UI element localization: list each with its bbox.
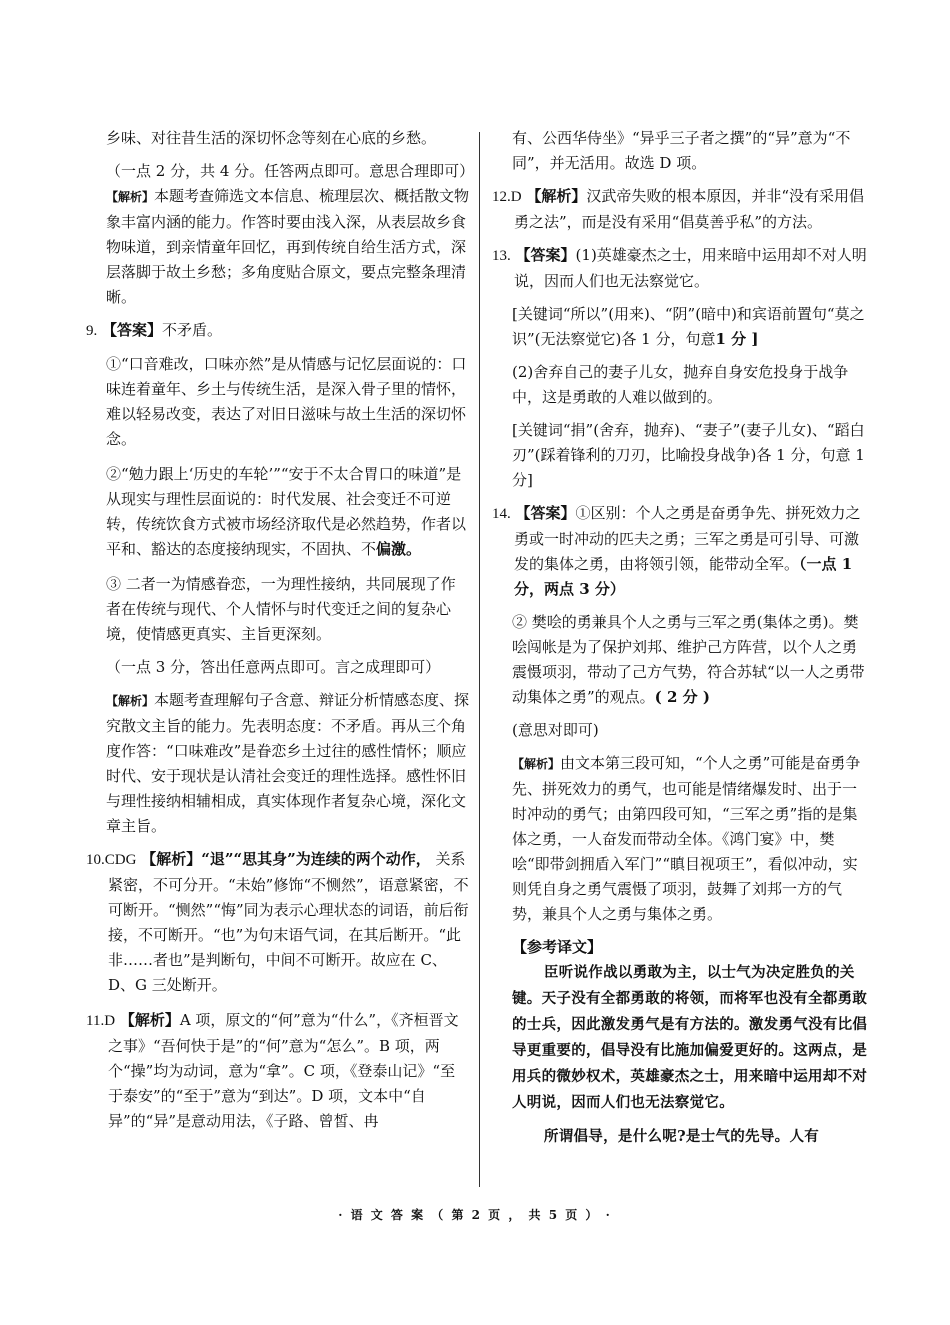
q14-answer-1: ①区别：个人之勇是奋勇争先、拼死效力之勇或一时冲动的匹夫之勇；三军之勇是可引导、可激发的集体之勇，由将领引领，能带动全军。 bbox=[514, 504, 861, 573]
reference-translation-p2: 所谓倡导，是什么呢?是士气的先导。人有 bbox=[543, 1128, 820, 1145]
analysis-tag: 【解析】 bbox=[106, 694, 155, 708]
q14-answer-2-text: ② 樊哙的勇兼具个人之勇与三军之勇(集体之勇)。樊哙闯帐是为了保护刘邦、维护己方阵营，以个人之勇震慑项羽，带动了己方气势，符合苏轼“以一人之勇带动集体之勇”的观点。 bbox=[512, 613, 865, 706]
q8-analysis bbox=[86, 184, 470, 310]
q14-answer bbox=[492, 501, 870, 602]
answer-tag: 【答案】 bbox=[515, 504, 576, 522]
q10-number: 10.CDG bbox=[86, 852, 137, 868]
q9-score-note: （一点 3 分，答出任意两点即可。言之成理即可） bbox=[106, 658, 441, 676]
column-divider bbox=[479, 132, 480, 1187]
q8-continuation: 乡味、对往昔生活的深切怀念等刻在心底的乡愁。 bbox=[106, 129, 437, 147]
q12-analysis-text: 汉武帝失败的根本原因，并非“没有采用倡勇之法”，而是没有采用“倡莫善乎私”的方法。 bbox=[514, 187, 865, 231]
q9-point-2-bold: 偏激。 bbox=[376, 540, 422, 558]
q10-analysis bbox=[86, 847, 470, 998]
q11-analysis bbox=[86, 1008, 470, 1134]
page-footer: · 语 文 答 案 （ 第 2 页 ， 共 5 页 ） · bbox=[338, 1208, 612, 1222]
q8-analysis-text: 本题考查筛选文本信息、梳理层次、概括散文物象丰富内涵的能力。作答时要由浅入深，从表层故乡食物味道，到亲情童年回忆，再到传统自给生活方式，深层落脚于故土乡愁；多角度贴合原文，要点完整条理清晰。 bbox=[106, 187, 470, 306]
q13-keywords-1-bold: 1 分 ] bbox=[715, 330, 759, 348]
analysis-tag: 【解析】 bbox=[526, 187, 587, 205]
reference-translation-title: 【参考译文】 bbox=[512, 938, 603, 956]
q13-keywords-1 bbox=[492, 302, 870, 352]
q14-answer-1-score: （一点 1 分，两点 3 分） bbox=[514, 555, 853, 598]
analysis-tag: 【解析】 bbox=[106, 190, 155, 204]
answer-tag: 【答案】 bbox=[102, 321, 163, 339]
reference-translation-p1: 臣听说作战以勇敢为主，以士气为决定胜负的关键。天子没有全都勇敢的将领，而将军也没有全都勇敢的士兵，因此激发勇气是有方法的。激发勇气没有比倡导更重要的，倡导没有比施加偏爱更好的。这两点，是用兵的微妙权术，英雄豪杰之士，用来暗中运用却不对人明说，因而人们也无法察觉它。 bbox=[512, 964, 868, 1111]
q14-answer-2 bbox=[492, 610, 870, 710]
analysis-tag: 【解析】 bbox=[141, 850, 202, 868]
q13-number: 13. bbox=[492, 248, 511, 264]
q9-point-2 bbox=[86, 462, 470, 562]
q14-number: 14. bbox=[492, 506, 511, 522]
left-column bbox=[86, 126, 475, 1134]
q9-point-2-text: ②“勉力跟上‘历史的车轮’”“安于不太合胃口的味道”是从现实与理性层面说的：时代发展、社会变迁不可逆转，传统饮食方式被市场经济取代是必然趋势，作者以平和、豁达的态度接纳现实，不固执、不 bbox=[106, 465, 467, 558]
q14-analysis bbox=[492, 751, 870, 927]
q9-number: 9. bbox=[86, 323, 98, 339]
q12-number: 12.D bbox=[492, 189, 522, 205]
q9-answer-text: 不矛盾。 bbox=[162, 321, 223, 339]
q12-analysis bbox=[492, 184, 870, 235]
q9-analysis bbox=[86, 688, 470, 839]
q13-keywords-1-text: [关键词“所以”(用来)、“阴”(暗中)和宾语前置句“莫之识”(无法察觉它)各 1 分，句意 bbox=[512, 305, 865, 348]
q13-answer-2: (2)舍弃自己的妻子儿女，抛弃自身安危投身于战争中，这是勇敢的人难以做到的。 bbox=[512, 363, 849, 406]
q11-continuation: 有、公西华侍坐》“异乎三子者之撰”的“异”意为“不同”，并无活用。故选 D 项。 bbox=[512, 129, 851, 172]
q10-analysis-text: 关系紧密，不可分开。“未始”修饰“不恻然”，语意紧密，不可断开。“恻然”“悔”同为表示心理状态的词语，前后衔接，不可断开。“也”为句末语气词，在其后断开。“此非……者也”是判断句，中间不可断开。故应在 C、D、G 三处断开。 bbox=[108, 850, 469, 994]
q9-point-1: ①“口音难改，口味亦然”是从情感与记忆层面说的：口味连着童年、乡土与传统生活，是深入骨子里的情怀，难以轻易改变，表达了对旧日滋味与故土生活的深切怀念。 bbox=[106, 355, 467, 448]
q13-answer-1: (1)英雄豪杰之士，用来暗中运用却不对人明说，因而人们也无法察觉它。 bbox=[514, 246, 867, 290]
q11-analysis-text: A 项，原文的“何”意为“什么”，《齐桓晋文之事》“吾何快于是”的“何”意为“怎么”。B 项，两个“操”均为动词，意为“拿”。C 项，《登泰山记》“至于泰安”的“至于”意为“到达”。D 项，文本中“自异”的“异”是意动用法，《子路、曾皙、冉 bbox=[108, 1011, 459, 1130]
answer-tag: 【答案】 bbox=[515, 246, 576, 264]
q13-answer bbox=[492, 243, 870, 294]
q9-answer bbox=[86, 318, 470, 344]
q9-point-3: ③ 二者一为情感眷恋，一为理性接纳，共同展现了作者在传统与现代、个人情怀与时代变迁之间的复杂心境，使情感更真实、主旨更深刻。 bbox=[106, 575, 456, 643]
q8-score-note: （一点 2 分，共 4 分。任答两点即可。意思合理即可） bbox=[106, 162, 475, 180]
q10-bold-text: “退”“思其身”为连续的两个动作， bbox=[201, 850, 431, 868]
analysis-tag: 【解析】 bbox=[119, 1011, 180, 1029]
q11-number: 11.D bbox=[86, 1013, 116, 1029]
right-column bbox=[492, 126, 870, 1150]
q9-analysis-text: 本题考查理解句子含意、辩证分析情感态度、探究散文主旨的能力。先表明态度：不矛盾。再从三个角度作答：“口味难改”是眷恋乡土过往的感性情怀；顺应时代、安于现状是认清社会变迁的理性选择。感性怀旧与理性接纳相辅相成，真实体现作者复杂心境，深化文章主旨。 bbox=[106, 691, 470, 835]
q14-answer-2-score: ( 2 分 ) bbox=[654, 688, 710, 706]
analysis-tag: 【解析】 bbox=[512, 757, 561, 771]
q14-analysis-text: 由文本第三段可知，“个人之勇”可能是奋勇争先、拼死效力的勇气，也可能是情绪爆发时、出于一时冲动的勇气；由第四段可知，“三军之勇”指的是集体之勇，一人奋发而带动全体。《鸿门宴》中，樊哙“即带剑拥盾入军门”“瞋目视项王”，看似冲动，实则凭自身之勇气震慑了项羽，鼓舞了刘邦一方的气势，兼具个人之勇与集体之勇。 bbox=[512, 754, 861, 923]
q14-note: (意思对即可) bbox=[512, 721, 599, 739]
q13-keywords-2: [关键词“捐”(舍弃，抛弃)、“妻子”(妻子儿女)、“蹈白刃”(踩着锋利的刀刃，比喻投身战争)各 1 分，句意 1 分] bbox=[512, 421, 865, 489]
